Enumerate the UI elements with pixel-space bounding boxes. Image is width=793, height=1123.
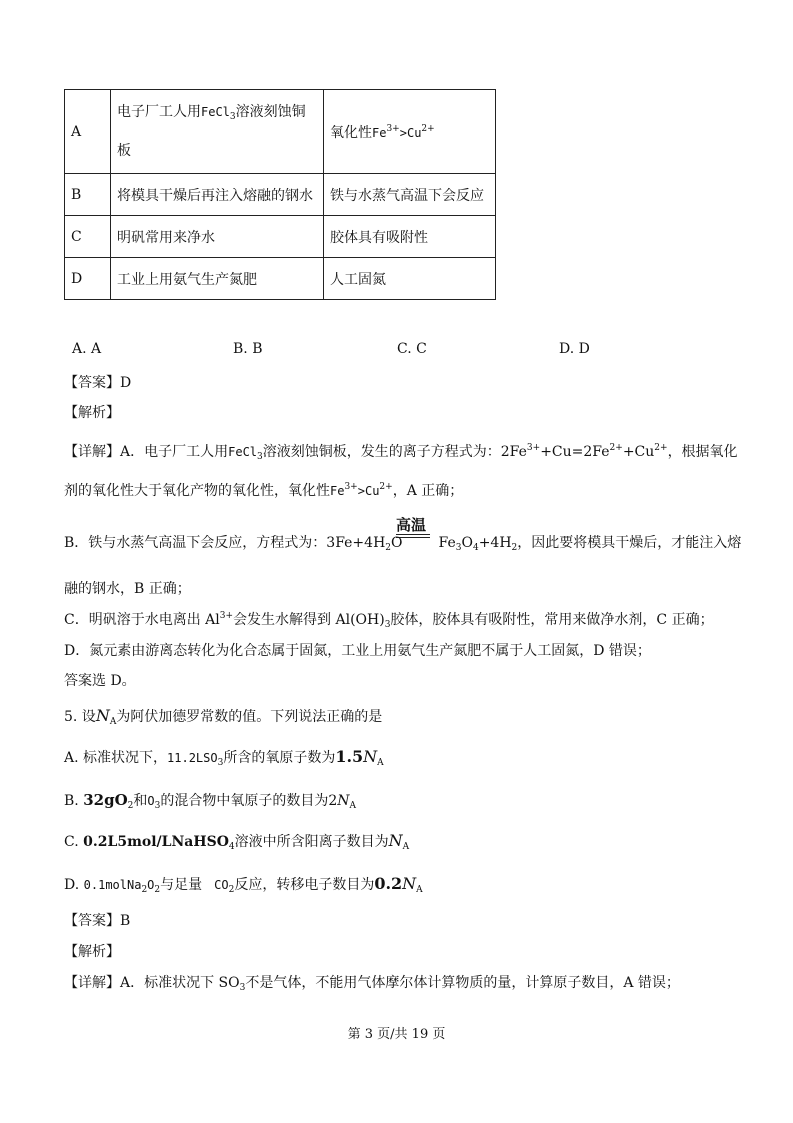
q5-option-d: D. $0.1molNa_2O_2$与足量 $CO_2$反应，转移电子数目为$0.2N_A$ xyxy=(64,874,423,895)
table-row xyxy=(65,216,496,258)
q5-option-a: A. 标准状况下，$11.2LSO_3$所含的氧原子数为$1.5N_A$ xyxy=(64,747,384,768)
row-label: D xyxy=(65,258,111,300)
q4-detail-line-5: C．明矾溶于水电离出 $Al^{3+}$会发生水解得到 $Al(OH)_3$胶体，胶体具有吸附性，常用来做净水剂，C 正确； xyxy=(64,611,714,630)
options-table xyxy=(64,89,496,300)
row-practice: 电子厂工人用FeCl$_3$溶液刻蚀铜 板 xyxy=(111,90,324,174)
table-row xyxy=(65,174,496,216)
choice-a: A. A xyxy=(72,341,102,357)
row-label: A xyxy=(65,90,111,174)
table-row xyxy=(65,90,496,174)
reaction-condition: 高温 xyxy=(396,516,427,534)
row-principle: 铁与水蒸气高温下会反应 xyxy=(324,174,496,216)
row-practice: 明矾常用来净水 xyxy=(111,216,324,258)
q4-answer: 【答案】D xyxy=(64,375,132,391)
row-principle: 氧化性$Fe^{3+}>Cu^{2+}$ xyxy=(324,90,496,174)
choice-b: B. B xyxy=(233,341,263,357)
q5-answer: 【答案】B xyxy=(64,913,131,929)
q5-option-c: C. 0.2L5mol/LNaHSO$_4$溶液中所含阳离子数目为$N_A$ xyxy=(64,831,410,852)
q5-option-b: B. $32gO_2$和$O_3$的混合物中氧原子的数目为$2N_A$ xyxy=(64,791,357,811)
q4-analysis-tag: 【解析】 xyxy=(64,405,120,421)
choice-c: C. C xyxy=(397,341,427,357)
row-practice: 将模具干燥后再注入熔融的钢水 xyxy=(111,174,324,216)
choice-d: D. D xyxy=(559,341,590,357)
row-principle: 人工固氮 xyxy=(324,258,496,300)
row-practice: 工业上用氨气生产氮肥 xyxy=(111,258,324,300)
q4-detail-line-6: D．氮元素由游离态转化为化合态属于固氮，工业上用氨气生产氮肥不属于人工固氮，D 错误； xyxy=(64,643,651,659)
row-principle: 胶体具有吸附性 xyxy=(324,216,496,258)
q5-stem: 5. 设$N_A$为阿伏加德罗常数的值。下列说法正确的是 xyxy=(64,706,383,727)
q4-detail-line-7: 答案选 D。 xyxy=(64,673,136,689)
q4-detail-line-2: 剂的氧化性大于氧化产物的氧化性，氧化性$Fe^{3+}>Cu^{2+}$，A 正确； xyxy=(64,482,464,499)
table-row xyxy=(65,258,496,300)
q4-detail-line-1: 【详解】A．电子厂工人用FeCl$_3$溶液刻蚀铜板，发生的离子方程式为：$2Fe^{3+}+Cu=2Fe^{2+}+Cu^{2+}$，根据氧化 xyxy=(64,443,738,462)
q4-detail-line-4: 融的钢水，B 正确； xyxy=(64,581,191,597)
row-label: B xyxy=(65,174,111,216)
row-label: C xyxy=(65,216,111,258)
q4-detail-line-3: B．铁与水蒸气高温下会反应，方程式为：$3Fe+4H_2O$ $Fe_3O_4+4H_2$，因此要将模具干燥后，才能注入熔 xyxy=(64,535,742,553)
page-number: 第 3 页/共 19 页 xyxy=(347,1027,446,1042)
q5-analysis-tag: 【解析】 xyxy=(64,944,120,960)
q5-detail-line-1: 【详解】A．标准状况下 $SO_3$不是气体，不能用气体摩尔体计算物质的量，计算原子数目，A 错误； xyxy=(64,975,680,993)
